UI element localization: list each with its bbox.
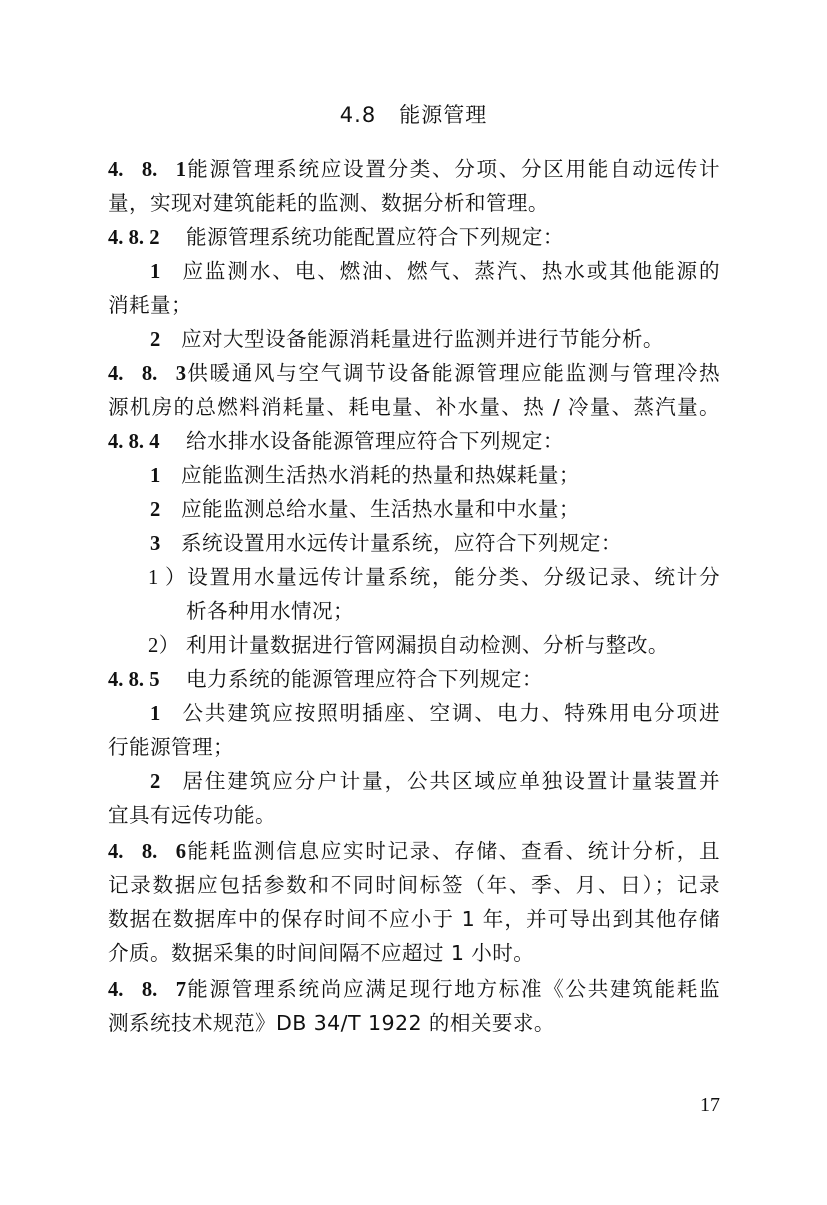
clause-text-continued: 介质。数据采集的时间间隔不应超过 1 小时。: [108, 941, 535, 965]
clause-number: 4. 8. 7: [108, 979, 186, 1001]
clause-text: 能源管理系统应设置分类、分项、分区用能自动远传计: [186, 157, 720, 181]
list-item-2: [150, 322, 720, 357]
clause-text: 能源管理系统尚应满足现行地方标准《公共建筑能耗监: [186, 977, 720, 1001]
sub-item-2: [148, 628, 720, 663]
item-text-continued: 行能源管理；: [108, 735, 234, 759]
clause-4-8-3: [108, 356, 720, 391]
clause-number: 4. 8. 5: [108, 669, 160, 691]
item-number: 1: [150, 465, 161, 487]
item-text: 应能监测总给水量、生活热水量和中水量；: [181, 497, 580, 521]
clause-text-continued: 记录数据应包括参数和不同时间标签（年、季、月、日）；记录: [108, 873, 720, 897]
item-number: 2: [150, 499, 161, 521]
clause-text: 能源管理系统功能配置应符合下列规定：: [186, 225, 564, 249]
clause-text-continued: 测系统技术规范》DB 34/T 1922 的相关要求。: [108, 1011, 555, 1035]
sub-item-1: [148, 560, 720, 595]
section-number: 4.8: [339, 103, 377, 127]
clause-text-continued: 源机房的总燃料消耗量、耗电量、补水量、热 / 冷量、蒸汽量。: [108, 395, 720, 419]
clause-text-continued: 量，实现对建筑能耗的监测、数据分析和管理。: [108, 191, 549, 215]
sub-item-text: 设置用水量远传计量系统，能分类、分级记录、统计分: [186, 565, 720, 589]
list-item-1: [150, 254, 720, 289]
sub-item-number: 1）: [148, 567, 186, 589]
list-item-2: [150, 492, 720, 527]
clause-number: 4. 8. 3: [108, 363, 186, 385]
item-number: 1: [150, 703, 161, 725]
item-number: 1: [150, 261, 161, 283]
sub-item-text-continued: 析各种用水情况；: [186, 599, 354, 623]
item-number: 2: [150, 329, 161, 351]
clause-text: 给水排水设备能源管理应符合下列规定：: [186, 429, 564, 453]
section-heading: [0, 100, 827, 130]
clause-text: 电力系统的能源管理应符合下列规定：: [186, 667, 543, 691]
item-number: 2: [150, 771, 161, 793]
sub-item-number: 2）: [148, 635, 180, 657]
item-text: 应对大型设备能源消耗量进行监测并进行节能分析。: [181, 327, 664, 351]
item-text-continued: 消耗量；: [108, 293, 192, 317]
list-item-1: [150, 458, 720, 493]
clause-4-8-6: [108, 834, 720, 869]
clause-4-8-5: [108, 662, 720, 697]
item-text: 公共建筑应按照明插座、空调、电力、特殊用电分项进: [181, 701, 720, 725]
clause-4-8-1: [108, 152, 720, 187]
item-text: 应监测水、电、燃油、燃气、蒸汽、热水或其他能源的: [181, 259, 720, 283]
item-text-continued: 宜具有远传功能。: [108, 803, 276, 827]
list-item-3: [150, 526, 720, 561]
clause-number: 4. 8. 1: [108, 159, 186, 181]
clause-4-8-7: [108, 972, 720, 1007]
list-item-1: [150, 696, 720, 731]
clause-4-8-2: [108, 220, 720, 255]
section-title: 能源管理: [399, 103, 488, 127]
clause-text: 供暖通风与空气调节设备能源管理应能监测与管理冷热: [186, 361, 720, 385]
item-number: 3: [150, 533, 161, 555]
clause-number: 4. 8. 2: [108, 227, 160, 249]
clause-text: 能耗监测信息应实时记录、存储、查看、统计分析，且: [186, 839, 720, 863]
clause-number: 4. 8. 6: [108, 841, 186, 863]
clause-number: 4. 8. 4: [108, 431, 160, 453]
clause-4-8-4: [108, 424, 720, 459]
page-number: 17: [700, 1094, 720, 1116]
item-text: 应能监测生活热水消耗的热量和热媒耗量；: [181, 463, 580, 487]
item-text: 居住建筑应分户计量，公共区域应单独设置计量装置并: [181, 769, 720, 793]
sub-item-text: 利用计量数据进行管网漏损自动检测、分析与整改。: [186, 633, 669, 657]
clause-text-continued: 数据在数据库中的保存时间不应小于 1 年，并可导出到其他存储: [108, 907, 720, 931]
list-item-2: [150, 764, 720, 799]
item-text: 系统设置用水远传计量系统，应符合下列规定：: [181, 531, 622, 555]
